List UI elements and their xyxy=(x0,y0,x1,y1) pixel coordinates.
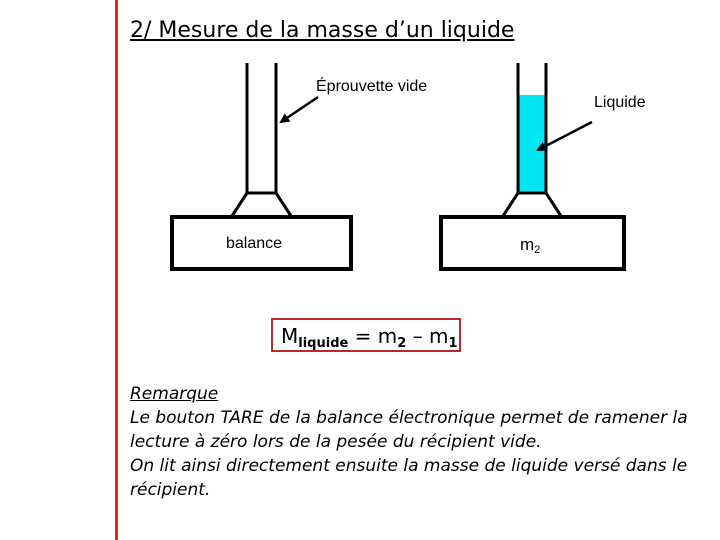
formula-m-sub: liquide xyxy=(298,336,349,351)
liquid-fill xyxy=(518,95,545,193)
remark-block xyxy=(130,382,715,502)
formula-m2-sub: 2 xyxy=(397,336,407,351)
formula-m1-sub: 1 xyxy=(448,336,458,351)
section-title: 2/ Mesure de la masse d’un liquide xyxy=(130,18,515,43)
label-m2 xyxy=(520,235,540,256)
arrow-empty-tube xyxy=(281,97,318,122)
formula-m: M xyxy=(281,324,299,348)
label-empty-tube: Éprouvette vide xyxy=(316,78,428,95)
remark-paragraph-2: On lit ainsi directement ensuite la masse de liquide versé dans le récipient. xyxy=(130,456,688,500)
label-m2-sub: 2 xyxy=(534,244,541,256)
label-liquid: Liquide xyxy=(594,94,646,111)
label-m2-base: m xyxy=(520,235,535,254)
label-balance: balance xyxy=(226,235,283,252)
formula-eq: = m xyxy=(348,324,398,348)
tube-empty xyxy=(232,63,291,216)
formula-box xyxy=(271,318,461,352)
remark-title: Remarque xyxy=(130,384,219,404)
formula-minus: – m xyxy=(406,324,449,348)
remark-paragraph-1: Le bouton TARE de la balance électronique permet de ramener la lecture à zéro lors de la pesée du récipient vide. xyxy=(130,408,688,452)
